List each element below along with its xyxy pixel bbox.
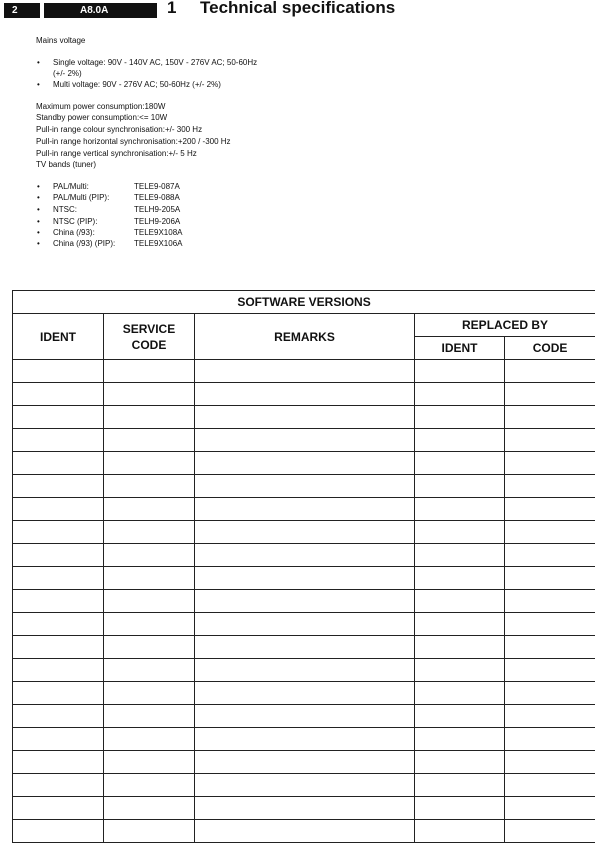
cell-ident [13,728,104,751]
cell-replaced-code [505,452,595,475]
cell-replaced-code [505,705,595,728]
cell-ident [13,521,104,544]
tuner-value: TELE9X108A [134,227,182,238]
cell-replaced-code [505,544,595,567]
cell-remarks [195,498,415,521]
cell-replaced-ident [415,774,505,797]
cell-remarks [195,521,415,544]
cell-ident [13,659,104,682]
cell-service-code [104,636,195,659]
cell-remarks [195,360,415,383]
table-row [13,475,595,498]
cell-ident [13,590,104,613]
section-number: 1 [167,0,176,18]
table-body [13,360,595,843]
spec-tv-bands: TV bands (tuner) [36,159,96,170]
cell-replaced-code [505,797,595,820]
cell-replaced-code [505,728,595,751]
cell-ident [13,429,104,452]
spec-vertical-sync: Pull-in range vertical synchronisation:+/- 5 Hz [36,148,197,159]
cell-service-code [104,567,195,590]
cell-service-code [104,751,195,774]
cell-replaced-code [505,406,595,429]
cell-replaced-code [505,521,595,544]
tuner-label: NTSC (PIP): [53,216,97,227]
cell-service-code [104,774,195,797]
table-row [13,521,595,544]
tuner-label: China (/93) (PIP): [53,238,115,249]
table-row [13,544,595,567]
cell-ident [13,475,104,498]
model-badge: A8.0A [44,3,157,18]
cell-replaced-ident [415,590,505,613]
cell-ident [13,797,104,820]
table-row [13,383,595,406]
tuner-label: PAL/Multi (PIP): [53,192,109,203]
cell-ident [13,613,104,636]
col-header-replaced-by: REPLACED BY [415,314,595,337]
cell-replaced-ident [415,360,505,383]
bullet-icon: • [37,192,40,203]
cell-service-code [104,498,195,521]
table-row [13,590,595,613]
cell-replaced-code [505,383,595,406]
cell-replaced-ident [415,406,505,429]
cell-service-code [104,475,195,498]
software-versions-table [12,290,595,843]
cell-ident [13,705,104,728]
mains-bullet-2: Multi voltage: 90V - 276V AC; 50-60Hz (+/- 2%) [53,79,221,90]
cell-replaced-code [505,567,595,590]
cell-replaced-code [505,498,595,521]
mains-bullet-1-cont: (+/- 2%) [53,68,82,79]
tuner-label: NTSC: [53,204,77,215]
col-header-service-code [104,314,195,360]
tuner-value: TELE9X106A [134,238,182,249]
cell-remarks [195,682,415,705]
cell-replaced-ident [415,751,505,774]
cell-replaced-ident [415,383,505,406]
cell-service-code [104,659,195,682]
cell-replaced-code [505,429,595,452]
cell-remarks [195,728,415,751]
cell-replaced-code [505,475,595,498]
spec-horizontal-sync: Pull-in range horizontal synchronisation:+200 / -300 Hz [36,136,231,147]
col-header-replaced-code: CODE [505,337,595,360]
cell-remarks [195,705,415,728]
cell-remarks [195,383,415,406]
cell-service-code [104,383,195,406]
spec-colour-sync: Pull-in range colour synchronisation:+/- 300 Hz [36,124,202,135]
bullet-icon: • [37,57,40,68]
cell-replaced-code [505,360,595,383]
cell-ident [13,544,104,567]
cell-replaced-ident [415,429,505,452]
cell-replaced-ident [415,659,505,682]
tuner-value: TELH9-206A [134,216,180,227]
table-row [13,452,595,475]
cell-remarks [195,429,415,452]
page-title: Technical specifications [200,0,395,18]
cell-remarks [195,751,415,774]
cell-replaced-ident [415,613,505,636]
cell-service-code [104,613,195,636]
table-row [13,705,595,728]
bullet-icon: • [37,216,40,227]
table-row [13,797,595,820]
cell-service-code [104,406,195,429]
tuner-value: TELE9-088A [134,192,180,203]
mains-bullet-1: Single voltage: 90V - 140V AC, 150V - 276V AC; 50-60Hz [53,57,257,68]
page-number-badge: 2 [4,3,40,18]
cell-service-code [104,521,195,544]
cell-remarks [195,774,415,797]
cell-replaced-ident [415,544,505,567]
table-row [13,567,595,590]
cell-replaced-code [505,682,595,705]
cell-replaced-ident [415,797,505,820]
cell-replaced-code [505,659,595,682]
cell-replaced-ident [415,728,505,751]
cell-ident [13,406,104,429]
cell-remarks [195,452,415,475]
col-header-service-line1: SERVICE [104,321,194,337]
cell-replaced-ident [415,567,505,590]
cell-remarks [195,567,415,590]
spec-standby-power: Standby power consumption:<= 10W [36,112,167,123]
table-row [13,728,595,751]
col-header-remarks: REMARKS [195,314,415,360]
cell-service-code [104,728,195,751]
tuner-label: PAL/Multi: [53,181,89,192]
cell-service-code [104,544,195,567]
cell-ident [13,820,104,843]
cell-remarks [195,475,415,498]
cell-replaced-ident [415,498,505,521]
table-title: SOFTWARE VERSIONS [13,291,595,314]
cell-ident [13,383,104,406]
bullet-icon: • [37,227,40,238]
cell-service-code [104,820,195,843]
cell-remarks [195,820,415,843]
table-row [13,820,595,843]
cell-ident [13,682,104,705]
col-header-service-line2: CODE [104,337,194,353]
cell-remarks [195,659,415,682]
mains-heading: Mains voltage [36,35,85,46]
table-row [13,406,595,429]
cell-remarks [195,636,415,659]
cell-service-code [104,452,195,475]
cell-remarks [195,406,415,429]
cell-ident [13,774,104,797]
table-row [13,360,595,383]
bullet-icon: • [37,181,40,192]
table-row [13,659,595,682]
cell-replaced-ident [415,682,505,705]
table-row [13,682,595,705]
cell-service-code [104,705,195,728]
table-row [13,751,595,774]
cell-replaced-ident [415,521,505,544]
tuner-value: TELH9-205A [134,204,180,215]
cell-service-code [104,797,195,820]
cell-replaced-code [505,751,595,774]
spec-max-power: Maximum power consumption:180W [36,101,165,112]
cell-remarks [195,797,415,820]
table-row [13,498,595,521]
table-row [13,613,595,636]
table-row [13,636,595,659]
cell-service-code [104,590,195,613]
cell-replaced-code [505,613,595,636]
col-header-replaced-ident: IDENT [415,337,505,360]
cell-ident [13,360,104,383]
cell-remarks [195,613,415,636]
cell-ident [13,567,104,590]
cell-service-code [104,360,195,383]
cell-replaced-ident [415,820,505,843]
cell-replaced-code [505,820,595,843]
cell-replaced-code [505,636,595,659]
cell-replaced-ident [415,636,505,659]
col-header-ident: IDENT [13,314,104,360]
cell-replaced-ident [415,452,505,475]
cell-replaced-ident [415,705,505,728]
cell-remarks [195,544,415,567]
bullet-icon: • [37,204,40,215]
cell-replaced-code [505,590,595,613]
cell-remarks [195,590,415,613]
cell-ident [13,751,104,774]
cell-service-code [104,429,195,452]
tuner-value: TELE9-087A [134,181,180,192]
bullet-icon: • [37,238,40,249]
cell-replaced-ident [415,475,505,498]
table-row [13,429,595,452]
bullet-icon: • [37,79,40,90]
cell-ident [13,498,104,521]
table-row [13,774,595,797]
cell-replaced-code [505,774,595,797]
cell-ident [13,452,104,475]
cell-ident [13,636,104,659]
tuner-label: China (/93): [53,227,95,238]
cell-service-code [104,682,195,705]
